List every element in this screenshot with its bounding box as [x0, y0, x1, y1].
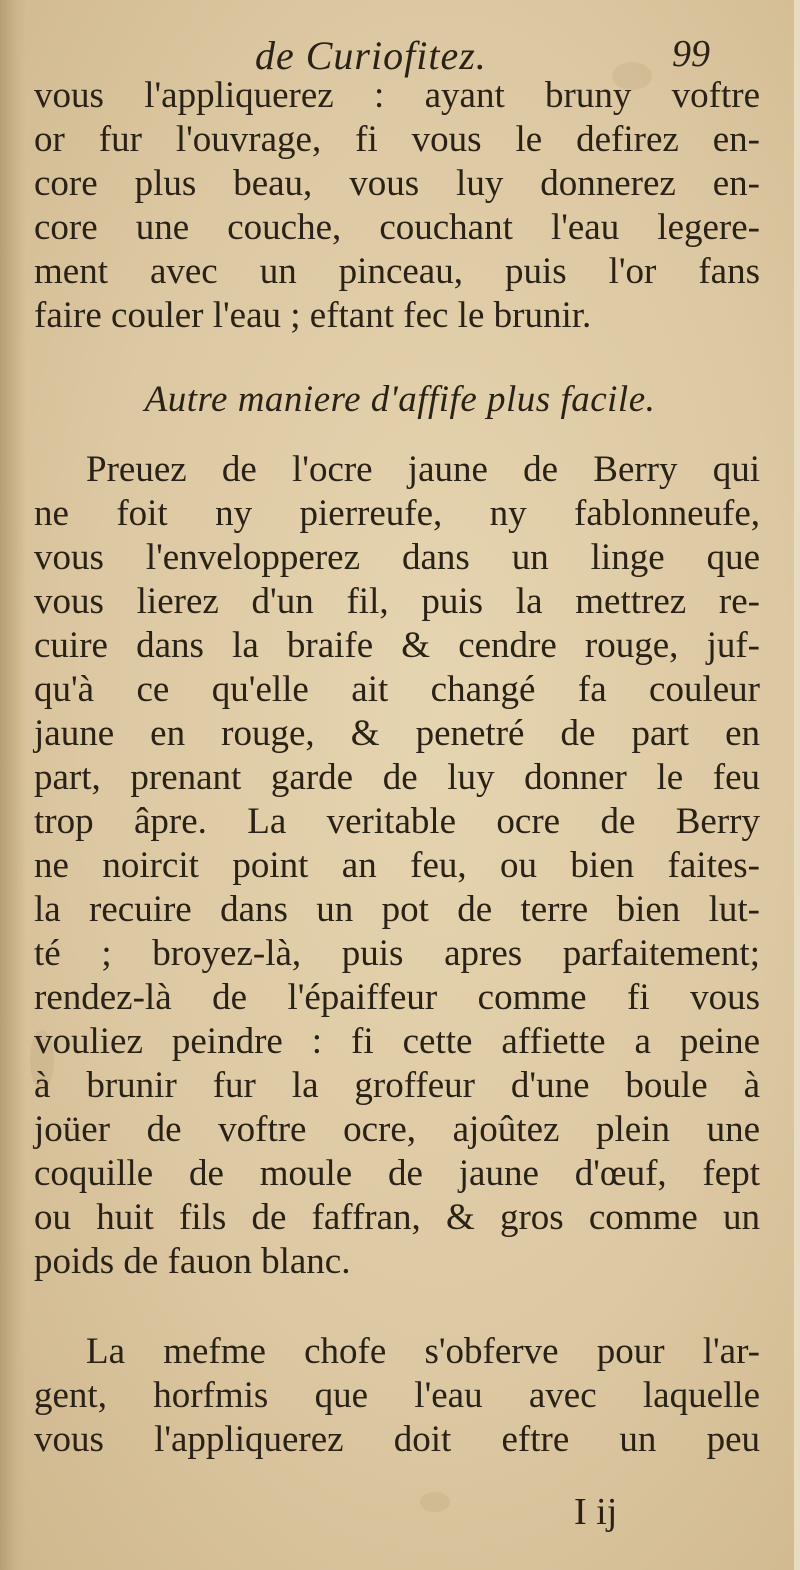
text-line: gent, horfmis que l'eau avec laquelle [34, 1375, 760, 1416]
text-line: or fur l'ouvrage, fi vous le defirez en- [34, 119, 760, 160]
text-line: ne foit ny pierreufe, ny fablonneufe, [34, 493, 760, 534]
foxing-spot [420, 1492, 450, 1512]
text-line: cuire dans la braife & cendre rouge, juf- [34, 625, 760, 666]
text-line: vous l'appliquerez doit eftre un peu [34, 1419, 760, 1460]
text-line: poids de fauon blanc. [34, 1241, 351, 1282]
text-line: Preuez de l'ocre jaune de Berry qui [86, 449, 760, 490]
page-number: 99 [672, 33, 710, 75]
text-line: vous lierez d'un fil, puis la mettrez re- [34, 581, 760, 622]
text-line: à brunir fur la groffeur d'une boule à [34, 1065, 760, 1106]
paragraph-silver [34, 1330, 760, 1462]
text-line: trop âpre. La veritable ocre de Berry [34, 801, 760, 842]
text-line: part, prenant garde de luy donner le feu [34, 757, 760, 798]
page-header [0, 28, 800, 78]
text-line: qu'à ce qu'elle ait changé fa couleur [34, 669, 760, 710]
paragraph-continuation [34, 74, 760, 338]
paragraph-recipe [34, 448, 760, 1284]
text-line: core une couche, couchant l'eau legere- [34, 207, 760, 248]
text-line: vous l'appliquerez : ayant bruny voftre [34, 75, 760, 116]
text-line: core plus beau, vous luy donnerez en- [34, 163, 760, 204]
page-edge [794, 0, 800, 1570]
text-line: joüer de voftre ocre, ajoûtez plein une [34, 1109, 760, 1150]
text-line: ne noircit point an feu, ou bien faites- [34, 845, 760, 886]
text-line: faire couler l'eau ; eftant fec le brunir. [34, 295, 592, 336]
section-title: Autre maniere d'affife plus facile. [144, 379, 656, 420]
text-line: ou huit fils de faffran, & gros comme un [34, 1197, 760, 1238]
text-line: La mefme chofe s'obferve pour l'ar- [86, 1331, 760, 1372]
text-line: rendez-là de l'épaiffeur comme fi vous [34, 977, 760, 1018]
text-line: coquille de moule de jaune d'œuf, fept [34, 1153, 760, 1194]
gutter-shadow [0, 0, 26, 1570]
running-head: de Curiofitez. [255, 33, 487, 78]
signature-mark: I ij [574, 1491, 618, 1533]
text-line: ment avec un pinceau, puis l'or fans [34, 251, 760, 292]
text-line: vouliez peindre : fi cette affiette a peine [34, 1021, 760, 1062]
text-line: vous l'envelopperez dans un linge que [34, 537, 760, 578]
text-line: la recuire dans un pot de terre bien lut- [34, 889, 760, 930]
text-line: té ; broyez-là, puis apres parfaitement; [34, 933, 760, 974]
text-line: jaune en rouge, & penetré de part en [34, 713, 760, 754]
